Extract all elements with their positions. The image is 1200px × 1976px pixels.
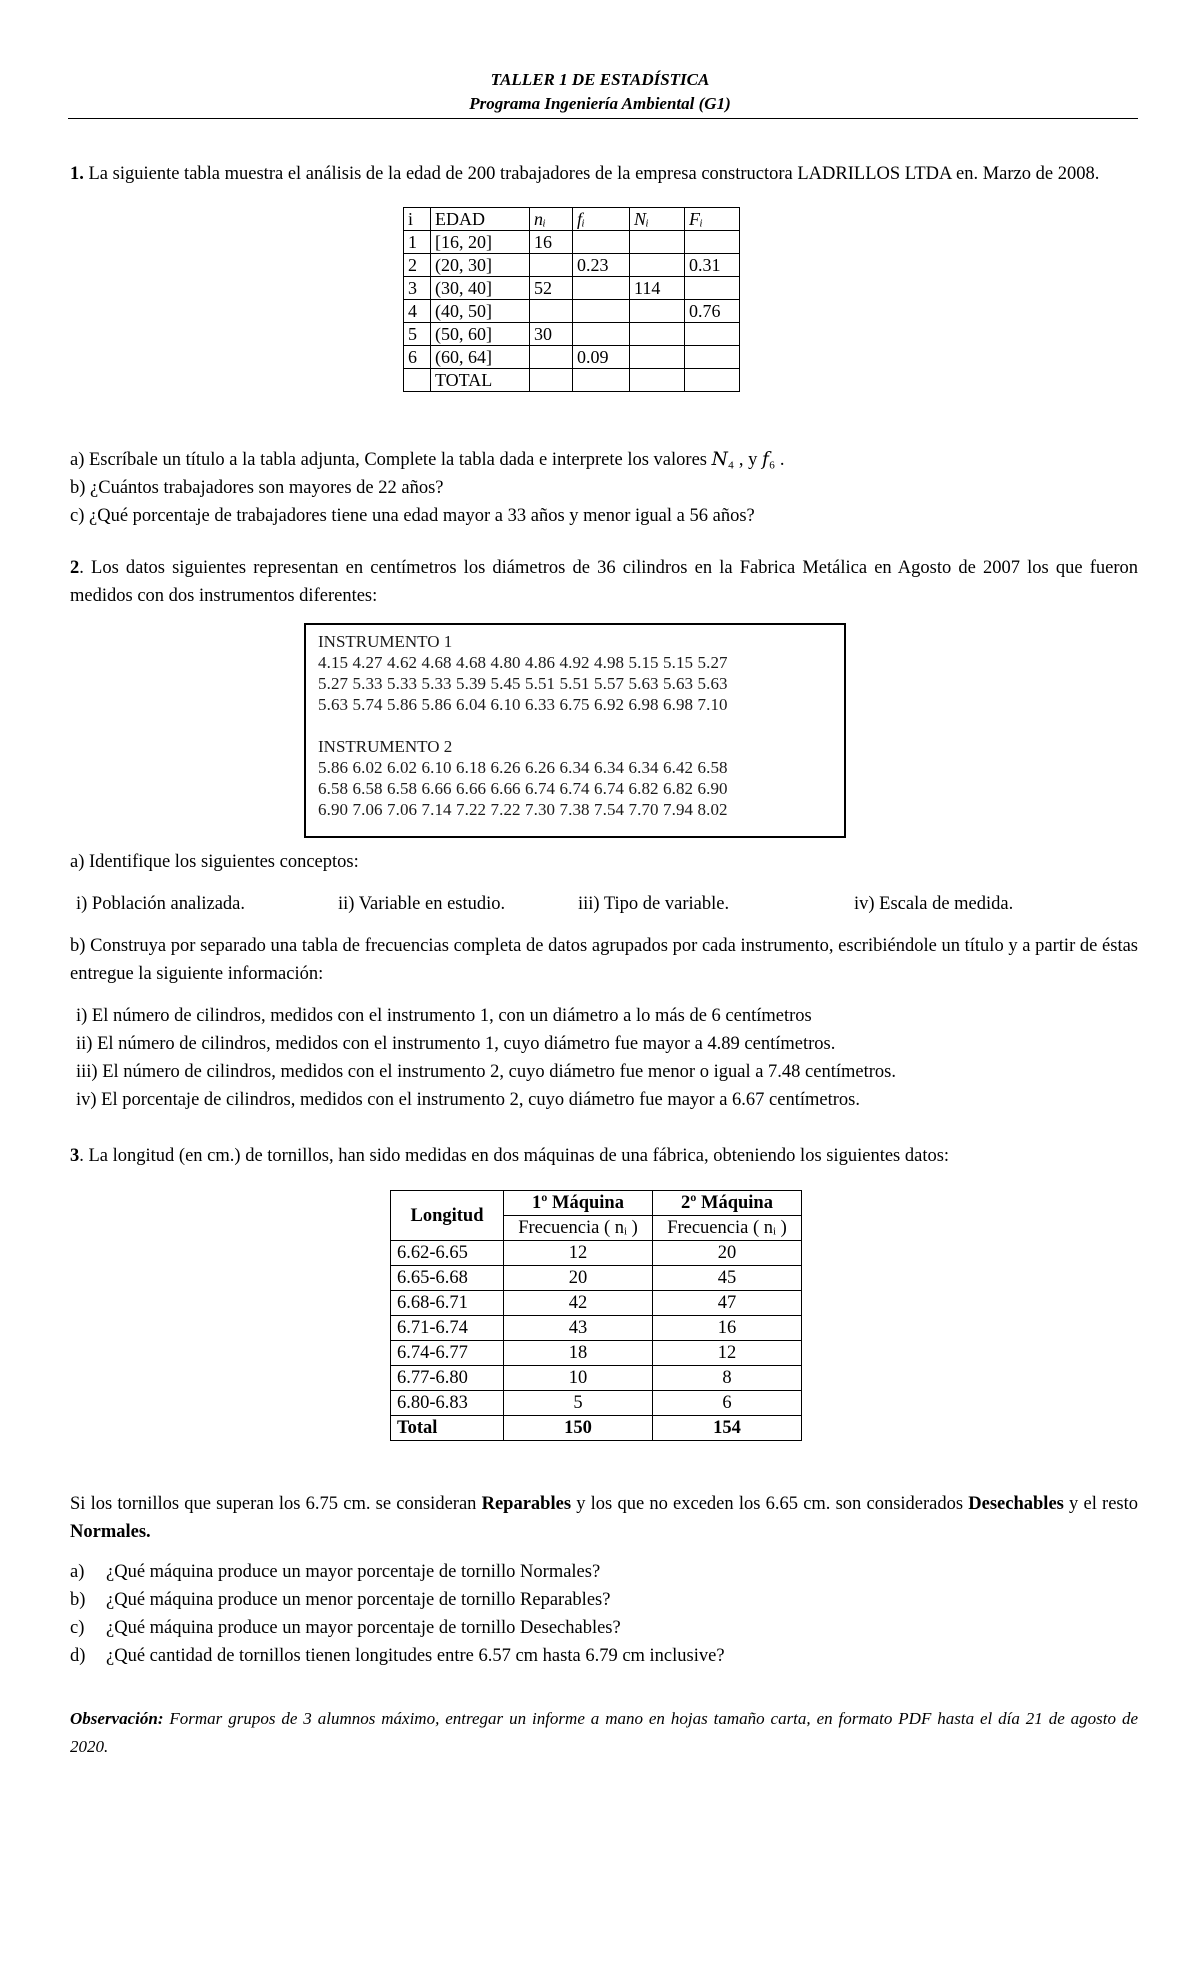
q1-th: EDAD xyxy=(431,208,530,231)
table-cell: Total xyxy=(391,1416,504,1441)
table-row xyxy=(404,231,740,254)
table-cell xyxy=(685,346,740,369)
q1-table-header xyxy=(404,208,740,231)
table-row xyxy=(391,1366,802,1391)
table-cell xyxy=(573,323,630,346)
q3-intro xyxy=(70,1142,1138,1170)
q1-intro xyxy=(70,160,1138,188)
table-cell: 43 xyxy=(504,1316,653,1341)
concept-item: ii) Variable en estudio. xyxy=(338,894,506,914)
q1-th: Fᵢ xyxy=(685,208,740,231)
q2-question-a: a) Identifique los siguientes conceptos: xyxy=(70,852,359,872)
table-cell xyxy=(573,231,630,254)
q3-paragraph xyxy=(70,1490,1138,1546)
q2-item: ii) El número de cilindros, medidos con el instrumento 1, cuyo diámetro fue mayor a 4.89 centímetros. xyxy=(76,1034,836,1054)
table-cell: 10 xyxy=(504,1366,653,1391)
q2-intro-text: . Los datos siguientes representan en centímetros los diámetros de 36 cilindros en la Fabrica Metálica en Agosto de 2007 los que fueron medidos con dos instrumentos diferentes: xyxy=(70,558,1138,606)
q3-question-letter: c) xyxy=(70,1618,85,1638)
table-cell: 8 xyxy=(653,1366,802,1391)
table-cell xyxy=(573,300,630,323)
q2-item: iv) El porcentaje de cilindros, medidos con el instrumento 2, cuyo diámetro fue mayor a 6.67 centímetros. xyxy=(76,1090,860,1110)
table-cell: 0.23 xyxy=(573,254,630,277)
q1-th: fᵢ xyxy=(573,208,630,231)
table-cell xyxy=(685,231,740,254)
document-subtitle: Programa Ingeniería Ambiental (G1) xyxy=(469,94,731,113)
q2-intro xyxy=(70,554,1138,610)
table-cell: 6.77-6.80 xyxy=(391,1366,504,1391)
q3-th-freq2: Frecuencia ( nᵢ ) xyxy=(653,1216,802,1241)
q3-question-letter: d) xyxy=(70,1646,86,1666)
table-cell: 150 xyxy=(504,1416,653,1441)
q2-data-box xyxy=(304,623,846,838)
table-cell: 0.76 xyxy=(685,300,740,323)
table-cell: 6.68-6.71 xyxy=(391,1291,504,1316)
instrument2-label: INSTRUMENTO 2 xyxy=(318,737,453,756)
q3-para-1: Si los tornillos que superan los 6.75 cm. se consideran xyxy=(70,1494,482,1514)
table-cell: 42 xyxy=(504,1291,653,1316)
table-cell xyxy=(685,277,740,300)
q3-number: 3 xyxy=(70,1146,80,1166)
instrument1-row: 5.63 5.74 5.86 5.86 6.04 6.10 6.33 6.75 6.92 6.98 6.98 7.10 xyxy=(318,695,728,714)
table-cell: 16 xyxy=(653,1316,802,1341)
q3-question-letter: b) xyxy=(70,1590,86,1610)
q1-table xyxy=(403,207,740,392)
q3-para-3: y el resto xyxy=(1063,1494,1139,1514)
instrument1-label: INSTRUMENTO 1 xyxy=(318,632,453,651)
table-cell xyxy=(530,300,573,323)
q3-question xyxy=(70,1558,1138,1586)
table-cell: 6.65-6.68 xyxy=(391,1266,504,1291)
q1-th: i xyxy=(404,208,431,231)
table-cell: 52 xyxy=(530,277,573,300)
q3-question xyxy=(70,1614,1138,1642)
table-row xyxy=(391,1241,802,1266)
instrument2-row: 6.58 6.58 6.58 6.66 6.66 6.66 6.74 6.74 6.74 6.82 6.82 6.90 xyxy=(318,779,728,798)
observation-label: Observación: xyxy=(70,1709,164,1728)
table-cell: 114 xyxy=(630,277,685,300)
q2-item: iii) El número de cilindros, medidos con el instrumento 2, cuyo diámetro fue menor o igual a 7.48 centímetros. xyxy=(76,1062,896,1082)
table-row xyxy=(391,1341,802,1366)
q1-number: 1. xyxy=(70,164,84,184)
table-cell: 5 xyxy=(404,323,431,346)
table-cell xyxy=(630,300,685,323)
table-cell: TOTAL xyxy=(431,369,530,392)
q3-bold-desechables: Desechables xyxy=(968,1494,1064,1514)
table-cell: 20 xyxy=(504,1266,653,1291)
table-cell: 3 xyxy=(404,277,431,300)
table-cell: (20, 30] xyxy=(431,254,530,277)
table-cell xyxy=(530,346,573,369)
observation-text: Formar grupos de 3 alumnos máximo, entregar un informe a mano en hojas tamaño carta, en formato PDF hasta el día 21 de agosto de 2020. xyxy=(70,1709,1138,1756)
q2-question-b: b) Construya por separado una tabla de frecuencias completa de datos agrupados por cada instrumento, escribiéndole un título y a partir de éstas entregue la siguiente información: xyxy=(70,936,1138,984)
table-row xyxy=(391,1391,802,1416)
table-row xyxy=(404,369,740,392)
table-row xyxy=(404,254,740,277)
instrument2-row: 6.90 7.06 7.06 7.14 7.22 7.22 7.30 7.38 7.54 7.70 7.94 8.02 xyxy=(318,800,728,819)
q3-question-text: ¿Qué máquina produce un mayor porcentaje de tornillo Normales? xyxy=(106,1562,601,1582)
table-cell: 154 xyxy=(653,1416,802,1441)
table-cell: 30 xyxy=(530,323,573,346)
table-cell: (60, 64] xyxy=(431,346,530,369)
q3-question-text: ¿Qué máquina produce un menor porcentaje de tornillo Reparables? xyxy=(106,1590,611,1610)
table-cell xyxy=(630,254,685,277)
table-cell: 6.62-6.65 xyxy=(391,1241,504,1266)
q3-th-freq1: Frecuencia ( nᵢ ) xyxy=(504,1216,653,1241)
table-cell: 2 xyxy=(404,254,431,277)
q1-th: nᵢ xyxy=(530,208,573,231)
table-cell: 6.80-6.83 xyxy=(391,1391,504,1416)
q3-bold-reparables: Reparables xyxy=(481,1494,572,1514)
q3-intro-text: . La longitud (en cm.) de tornillos, han sido medidas en dos máquinas de una fábrica, obteniendo los siguientes datos: xyxy=(79,1146,950,1166)
instrument1-row: 4.15 4.27 4.62 4.68 4.68 4.80 4.86 4.92 4.98 5.15 5.15 5.27 xyxy=(318,653,728,672)
q3-question xyxy=(70,1642,1138,1670)
q1-question-a: a) Escríbale un título a la tabla adjunta, Complete la tabla dada e interprete los valores 𝑁₄ , y 𝑓₆ . xyxy=(70,450,785,470)
table-cell: 0.31 xyxy=(685,254,740,277)
concept-item: iii) Tipo de variable. xyxy=(578,894,730,914)
table-cell: 47 xyxy=(653,1291,802,1316)
table-cell xyxy=(630,369,685,392)
table-cell: 6 xyxy=(404,346,431,369)
q3-question-letter: a) xyxy=(70,1562,85,1582)
table-row xyxy=(404,323,740,346)
header-rule xyxy=(68,118,1138,119)
table-cell: (40, 50] xyxy=(431,300,530,323)
q3-question xyxy=(70,1586,1138,1614)
observation-note xyxy=(70,1705,1138,1761)
q3-th-machine2: 2º Máquina xyxy=(653,1191,802,1216)
table-cell xyxy=(530,369,573,392)
table-cell: 4 xyxy=(404,300,431,323)
table-cell: 12 xyxy=(653,1341,802,1366)
q3-question-text: ¿Qué cantidad de tornillos tienen longitudes entre 6.57 cm hasta 6.79 cm inclusive? xyxy=(106,1646,725,1666)
table-cell xyxy=(404,369,431,392)
q3-para-2: y los que no exceden los 6.65 cm. son considerados xyxy=(571,1494,969,1514)
table-cell: [16, 20] xyxy=(431,231,530,254)
q2-item: i) El número de cilindros, medidos con el instrumento 1, con un diámetro a lo más de 6 centímetros xyxy=(76,1006,812,1026)
table-cell: 0.09 xyxy=(573,346,630,369)
table-row xyxy=(404,277,740,300)
table-cell xyxy=(530,254,573,277)
table-cell: 16 xyxy=(530,231,573,254)
table-row xyxy=(391,1316,802,1341)
document-title: TALLER 1 DE ESTADÍSTICA xyxy=(490,70,710,89)
concept-item: i) Población analizada. xyxy=(76,894,246,914)
q3-bold-normales: Normales. xyxy=(70,1522,151,1542)
table-row xyxy=(404,346,740,369)
table-cell xyxy=(685,323,740,346)
table-cell: 6.74-6.77 xyxy=(391,1341,504,1366)
table-cell: (30, 40] xyxy=(431,277,530,300)
q1-question-b: b) ¿Cuántos trabajadores son mayores de 22 años? xyxy=(70,478,444,498)
table-cell: 20 xyxy=(653,1241,802,1266)
q3-th-length: Longitud xyxy=(391,1191,504,1241)
q2-number: 2 xyxy=(70,558,80,578)
table-cell xyxy=(630,323,685,346)
table-cell: 45 xyxy=(653,1266,802,1291)
q3-question-text: ¿Qué máquina produce un mayor porcentaje de tornillo Desechables? xyxy=(106,1618,621,1638)
table-cell xyxy=(573,369,630,392)
table-cell: 6.71-6.74 xyxy=(391,1316,504,1341)
table-cell xyxy=(630,346,685,369)
q3-table-header xyxy=(391,1191,802,1216)
table-row xyxy=(391,1266,802,1291)
table-cell xyxy=(630,231,685,254)
instrument1-row: 5.27 5.33 5.33 5.33 5.39 5.45 5.51 5.51 5.57 5.63 5.63 5.63 xyxy=(318,674,728,693)
q1-th: Nᵢ xyxy=(630,208,685,231)
table-cell: 5 xyxy=(504,1391,653,1416)
table-cell: 1 xyxy=(404,231,431,254)
table-row xyxy=(391,1291,802,1316)
table-cell: 18 xyxy=(504,1341,653,1366)
q3-table xyxy=(390,1190,802,1441)
table-cell xyxy=(573,277,630,300)
table-cell xyxy=(685,369,740,392)
q1-intro-text: La siguiente tabla muestra el análisis de la edad de 200 trabajadores de la empresa constructora LADRILLOS LTDA en. Marzo de 2008. xyxy=(88,164,1100,184)
table-cell: 12 xyxy=(504,1241,653,1266)
table-cell: (50, 60] xyxy=(431,323,530,346)
instrument2-row: 5.86 6.02 6.02 6.10 6.18 6.26 6.26 6.34 6.34 6.34 6.42 6.58 xyxy=(318,758,728,777)
q1-question-c: c) ¿Qué porcentaje de trabajadores tiene una edad mayor a 33 años y menor igual a 56 años? xyxy=(70,506,755,526)
table-total-row xyxy=(391,1416,802,1441)
concept-item: iv) Escala de medida. xyxy=(854,894,1014,914)
table-row xyxy=(404,300,740,323)
table-cell: 6 xyxy=(653,1391,802,1416)
q3-th-machine1: 1º Máquina xyxy=(504,1191,653,1216)
